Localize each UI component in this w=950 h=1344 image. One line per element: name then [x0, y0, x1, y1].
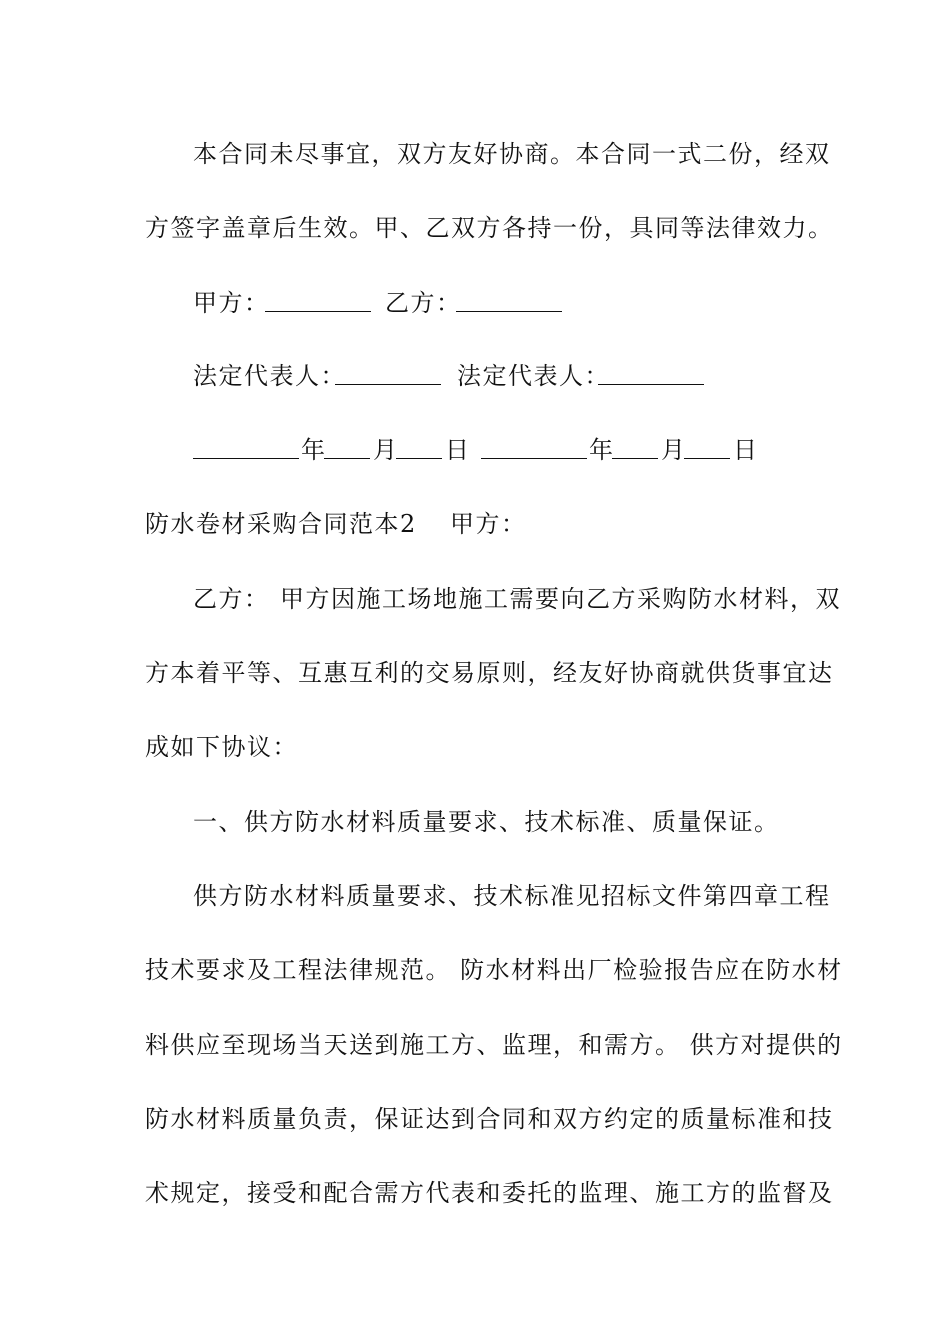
legal-rep-a-label: 法定代表人：	[193, 362, 346, 390]
text: 料供应至现场当天送到施工方、监理，和需方。 供方对提供的	[145, 1031, 843, 1059]
date-line	[0, 432, 950, 468]
text: 一、供方防水材料质量要求、技术标准、质量保证。	[193, 808, 780, 836]
year-blank-b	[481, 432, 587, 469]
clause-heading	[0, 804, 950, 840]
text: 技术要求及工程法律规范。 防水材料出厂检验报告应在防水材	[145, 956, 843, 984]
party-b-sign-label: 乙方：	[385, 289, 462, 317]
month-label-b: 月	[661, 436, 687, 464]
legal-rep-b-blank	[598, 358, 704, 395]
paragraph-line	[0, 581, 950, 617]
month-blank-b	[612, 432, 658, 469]
day-label-a: 日	[445, 436, 471, 464]
year-label-b: 年	[589, 436, 615, 464]
paragraph-line	[0, 952, 950, 988]
signature-line-party	[0, 285, 950, 321]
paragraph-line	[0, 1175, 950, 1211]
legal-rep-a-blank	[335, 358, 441, 395]
day-label-b: 日	[733, 436, 759, 464]
party-b-label: 乙方：	[193, 585, 270, 613]
section-title-line	[0, 506, 950, 542]
text: 甲方因施工场地施工需要向乙方采购防水材料，双	[280, 585, 841, 613]
paragraph-line	[0, 210, 950, 246]
text: 本合同未尽事宜，双方友好协商。本合同一式二份，经双	[193, 140, 831, 168]
day-blank-b	[684, 432, 730, 469]
day-blank-a	[396, 432, 442, 469]
text: 术规定，接受和配合需方代表和委托的监理、施工方的监督及	[145, 1179, 834, 1207]
text: 供方防水材料质量要求、技术标准见招标文件第四章工程	[193, 882, 831, 910]
paragraph-line	[0, 1101, 950, 1137]
party-a-label: 甲方：	[450, 510, 527, 538]
signature-line-rep	[0, 358, 950, 394]
section-title: 防水卷材采购合同范本2	[145, 510, 417, 538]
year-label-a: 年	[301, 436, 327, 464]
text: 防水材料质量负责，保证达到合同和双方约定的质量标准和技	[145, 1105, 834, 1133]
paragraph-line	[0, 655, 950, 691]
paragraph-line	[0, 136, 950, 172]
text: 方本着平等、互惠互利的交易原则，经友好协商就供货事宜达	[145, 659, 834, 687]
paragraph-line	[0, 729, 950, 765]
party-a-sign-label: 甲方：	[193, 289, 270, 317]
paragraph-line	[0, 878, 950, 914]
month-blank-a	[324, 432, 370, 469]
paragraph-line	[0, 1027, 950, 1063]
legal-rep-b-label: 法定代表人：	[457, 362, 610, 390]
text: 方签字盖章后生效。甲、乙双方各持一份，具同等法律效力。	[145, 214, 834, 242]
text: 成如下协议：	[145, 733, 298, 761]
party-a-sign-blank	[265, 285, 371, 322]
party-b-sign-blank	[456, 285, 562, 322]
month-label-a: 月	[373, 436, 399, 464]
year-blank-a	[193, 432, 299, 469]
